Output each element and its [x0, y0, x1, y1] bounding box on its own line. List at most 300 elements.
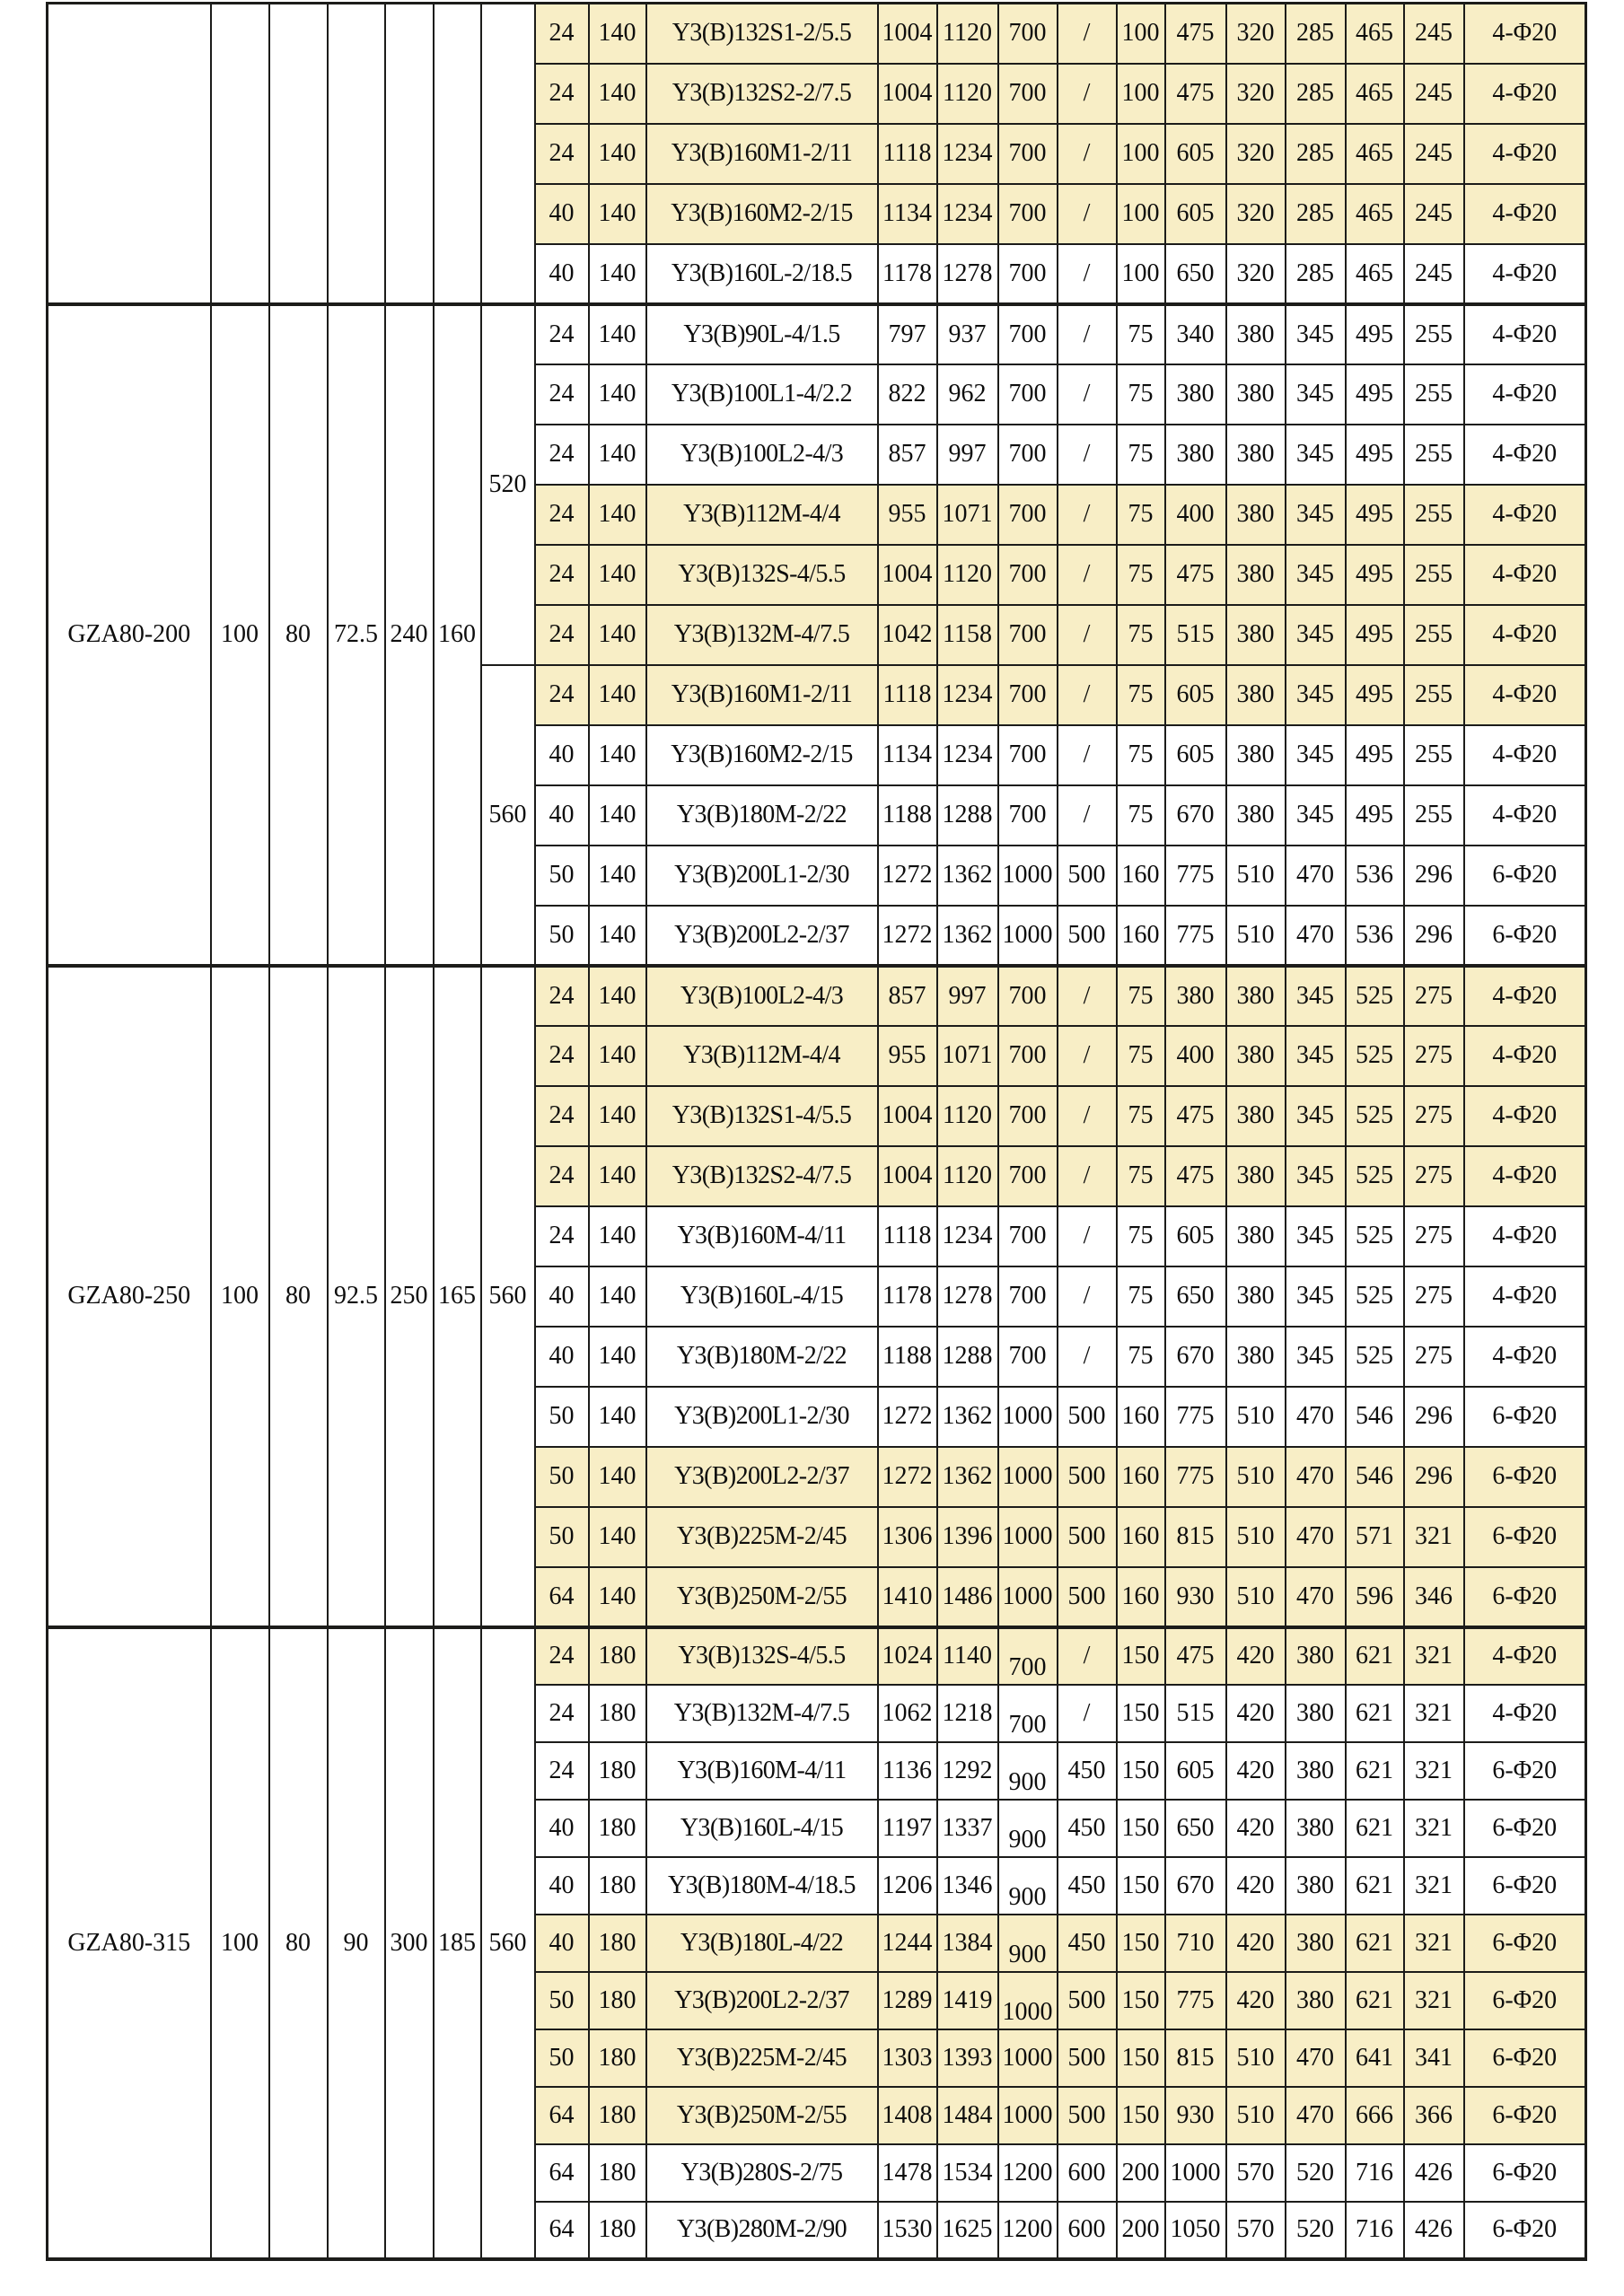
data-cell: 160	[1117, 1387, 1165, 1447]
data-cell: 75	[1117, 1146, 1165, 1206]
data-cell: 50	[535, 1972, 589, 2029]
bolt-spec-cell: 4-Φ20	[1464, 364, 1586, 425]
data-cell: 140	[589, 665, 646, 725]
data-cell: 1042	[878, 605, 937, 665]
data-cell: 24	[535, 545, 589, 605]
data-cell: 40	[535, 725, 589, 785]
model-cell: GZA80-315	[48, 1627, 211, 2259]
data-cell: 64	[535, 2202, 589, 2259]
data-cell: 1004	[878, 1086, 937, 1146]
bolt-spec-cell: 6-Φ20	[1464, 2202, 1586, 2259]
data-cell: 285	[1286, 124, 1346, 184]
data-cell: 1158	[937, 605, 998, 665]
data-cell: 75	[1117, 364, 1165, 425]
data-cell: 1000	[998, 2029, 1058, 2087]
data-cell: 1004	[878, 64, 937, 124]
data-cell: 380	[1226, 605, 1286, 665]
data-cell: 600	[1058, 2144, 1117, 2202]
data-cell: 380	[1226, 1266, 1286, 1327]
data-cell: 50	[535, 1507, 589, 1567]
data-cell: 50	[535, 2029, 589, 2087]
data-cell: 621	[1346, 1857, 1404, 1915]
data-cell: 450	[1058, 1915, 1117, 1972]
data-cell: 140	[589, 244, 646, 304]
data-cell: 1000	[998, 1972, 1058, 2029]
data-cell: 670	[1165, 1327, 1226, 1387]
data-cell: /	[1058, 304, 1117, 364]
data-cell: 1234	[937, 124, 998, 184]
data-cell: 380	[1286, 1800, 1346, 1857]
data-cell: 621	[1346, 1742, 1404, 1800]
data-cell: 962	[937, 364, 998, 425]
data-cell: 815	[1165, 1507, 1226, 1567]
dim-cell	[385, 4, 434, 304]
data-cell: 621	[1346, 1685, 1404, 1742]
data-cell: 345	[1286, 1206, 1346, 1266]
data-cell: 700	[998, 725, 1058, 785]
data-cell: 275	[1404, 1266, 1464, 1327]
data-cell: 275	[1404, 1146, 1464, 1206]
data-cell: 180	[589, 1685, 646, 1742]
bolt-spec-cell: 4-Φ20	[1464, 124, 1586, 184]
data-cell: 510	[1226, 846, 1286, 906]
data-cell: 64	[535, 1567, 589, 1627]
data-cell: 345	[1286, 364, 1346, 425]
data-cell: 470	[1286, 1507, 1346, 1567]
data-cell: 1362	[937, 846, 998, 906]
data-cell: 1134	[878, 184, 937, 244]
data-cell: 140	[589, 1026, 646, 1086]
data-cell: 470	[1286, 1567, 1346, 1627]
motor-model-cell: Y3(B)132S2-2/7.5	[646, 64, 878, 124]
data-cell: 180	[589, 1627, 646, 1685]
data-cell: 495	[1346, 364, 1404, 425]
data-cell: 775	[1165, 1387, 1226, 1447]
bolt-spec-cell: 6-Φ20	[1464, 1857, 1586, 1915]
data-cell: 321	[1404, 1507, 1464, 1567]
data-cell: 150	[1117, 1685, 1165, 1742]
data-cell: 255	[1404, 304, 1464, 364]
data-cell: 380	[1165, 364, 1226, 425]
data-cell: 1120	[937, 4, 998, 64]
data-cell: 1419	[937, 1972, 998, 2029]
data-cell: 500	[1058, 1567, 1117, 1627]
bolt-spec-cell: 4-Φ20	[1464, 545, 1586, 605]
dim-cell: 80	[269, 966, 328, 1627]
data-cell: 160	[1117, 1447, 1165, 1507]
data-cell: 1362	[937, 906, 998, 966]
data-cell: 1272	[878, 1447, 937, 1507]
motor-model-cell: Y3(B)160L-2/18.5	[646, 244, 878, 304]
dim-cell: 185	[434, 1627, 481, 2259]
data-cell: 380	[1226, 665, 1286, 725]
data-cell: 380	[1286, 1685, 1346, 1742]
data-cell: 1534	[937, 2144, 998, 2202]
motor-model-cell: Y3(B)250M-2/55	[646, 2087, 878, 2144]
data-cell: 1244	[878, 1915, 937, 1972]
data-cell: 510	[1226, 1507, 1286, 1567]
data-cell: 1530	[878, 2202, 937, 2259]
data-cell: 1024	[878, 1627, 937, 1685]
data-cell: 775	[1165, 1447, 1226, 1507]
data-cell: /	[1058, 966, 1117, 1026]
data-cell: 75	[1117, 485, 1165, 545]
data-cell: 1218	[937, 1685, 998, 1742]
data-cell: 296	[1404, 1387, 1464, 1447]
data-cell: 40	[535, 1327, 589, 1387]
bolt-spec-cell: 4-Φ20	[1464, 244, 1586, 304]
group-height-cell: 560	[481, 1627, 535, 2259]
data-cell: 255	[1404, 485, 1464, 545]
data-cell: 1384	[937, 1915, 998, 1972]
data-cell: 495	[1346, 665, 1404, 725]
data-cell: 420	[1226, 1800, 1286, 1857]
data-cell: 450	[1058, 1742, 1117, 1800]
bolt-spec-cell: 4-Φ20	[1464, 64, 1586, 124]
data-cell: 500	[1058, 1387, 1117, 1447]
data-cell: 1004	[878, 4, 937, 64]
data-cell: 605	[1165, 725, 1226, 785]
data-cell: 321	[1404, 1972, 1464, 2029]
data-cell: 1408	[878, 2087, 937, 2144]
data-cell: 700	[998, 1685, 1058, 1742]
data-cell: 345	[1286, 304, 1346, 364]
data-cell: /	[1058, 1685, 1117, 1742]
dim-cell: 80	[269, 1627, 328, 2259]
data-cell: 321	[1404, 1857, 1464, 1915]
data-cell: 1206	[878, 1857, 937, 1915]
data-cell: 1200	[998, 2144, 1058, 2202]
data-cell: 255	[1404, 785, 1464, 846]
data-cell: 525	[1346, 1146, 1404, 1206]
motor-model-cell: Y3(B)200L2-2/37	[646, 1972, 878, 2029]
data-cell: 180	[589, 1742, 646, 1800]
bolt-spec-cell: 4-Φ20	[1464, 1266, 1586, 1327]
data-cell: 320	[1226, 184, 1286, 244]
motor-model-cell: Y3(B)180M-2/22	[646, 1327, 878, 1387]
data-cell: 380	[1226, 304, 1286, 364]
data-cell: 50	[535, 1387, 589, 1447]
data-cell: 1136	[878, 1742, 937, 1800]
data-cell: 285	[1286, 244, 1346, 304]
bolt-spec-cell: 6-Φ20	[1464, 1567, 1586, 1627]
bolt-spec-cell: 6-Φ20	[1464, 906, 1586, 966]
data-cell: 605	[1165, 1206, 1226, 1266]
data-cell: 345	[1286, 1327, 1346, 1387]
data-cell: 1197	[878, 1800, 937, 1857]
data-cell: 716	[1346, 2144, 1404, 2202]
data-cell: 1118	[878, 124, 937, 184]
data-cell: 255	[1404, 364, 1464, 425]
data-cell: 275	[1404, 1206, 1464, 1266]
data-cell: 510	[1226, 1387, 1286, 1447]
bolt-spec-cell: 4-Φ20	[1464, 785, 1586, 846]
data-cell: 140	[589, 485, 646, 545]
data-cell: 24	[535, 966, 589, 1026]
data-cell: 822	[878, 364, 937, 425]
data-cell: 536	[1346, 846, 1404, 906]
data-cell: 495	[1346, 725, 1404, 785]
data-cell: 285	[1286, 4, 1346, 64]
bolt-spec-cell: 4-Φ20	[1464, 1627, 1586, 1685]
data-cell: 24	[535, 605, 589, 665]
data-cell: 1346	[937, 1857, 998, 1915]
data-cell: 140	[589, 785, 646, 846]
data-cell: 140	[589, 64, 646, 124]
data-cell: 140	[589, 1387, 646, 1447]
data-cell: 140	[589, 124, 646, 184]
data-cell: 140	[589, 1447, 646, 1507]
data-cell: 140	[589, 1327, 646, 1387]
data-cell: 510	[1226, 2029, 1286, 2087]
data-cell: 100	[1117, 64, 1165, 124]
data-cell: 1188	[878, 1327, 937, 1387]
data-cell: 420	[1226, 1857, 1286, 1915]
dim-cell	[328, 4, 385, 304]
data-cell: 470	[1286, 1387, 1346, 1447]
data-cell: /	[1058, 1627, 1117, 1685]
bolt-spec-cell: 4-Φ20	[1464, 4, 1586, 64]
bolt-spec-cell: 4-Φ20	[1464, 605, 1586, 665]
data-cell: 515	[1165, 1685, 1226, 1742]
data-cell: 180	[589, 2144, 646, 2202]
data-cell: 700	[998, 425, 1058, 485]
data-cell: 345	[1286, 605, 1346, 665]
data-cell: 180	[589, 2202, 646, 2259]
data-cell: 380	[1226, 485, 1286, 545]
data-cell: 75	[1117, 1206, 1165, 1266]
table-row	[48, 304, 1586, 364]
data-cell: 621	[1346, 1800, 1404, 1857]
data-cell: 525	[1346, 1026, 1404, 1086]
data-cell: 380	[1226, 425, 1286, 485]
bolt-spec-cell: 4-Φ20	[1464, 966, 1586, 1026]
data-cell: 716	[1346, 2202, 1404, 2259]
data-cell: 500	[1058, 2087, 1117, 2144]
dim-cell	[434, 4, 481, 304]
data-cell: 571	[1346, 1507, 1404, 1567]
data-cell: 605	[1165, 1742, 1226, 1800]
dim-cell: 160	[434, 304, 481, 966]
motor-spec-table	[46, 2, 1587, 2261]
bolt-spec-cell: 6-Φ20	[1464, 1387, 1586, 1447]
bolt-spec-cell: 4-Φ20	[1464, 1086, 1586, 1146]
dim-cell: 90	[328, 1627, 385, 2259]
data-cell: 321	[1404, 1742, 1464, 1800]
data-cell: /	[1058, 425, 1117, 485]
group-height-cell: 560	[481, 665, 535, 966]
data-cell: 797	[878, 304, 937, 364]
data-cell: 1000	[1165, 2144, 1226, 2202]
bolt-spec-cell: 4-Φ20	[1464, 304, 1586, 364]
motor-model-cell: Y3(B)90L-4/1.5	[646, 304, 878, 364]
data-cell: 24	[535, 665, 589, 725]
data-cell: 1278	[937, 244, 998, 304]
data-cell: 400	[1165, 1026, 1226, 1086]
motor-model-cell: Y3(B)112M-4/4	[646, 1026, 878, 1086]
dim-cell: 100	[211, 1627, 269, 2259]
data-cell: 380	[1226, 1086, 1286, 1146]
data-cell: 525	[1346, 1206, 1404, 1266]
data-cell: 345	[1286, 966, 1346, 1026]
data-cell: 510	[1226, 2087, 1286, 2144]
data-cell: 997	[937, 425, 998, 485]
data-cell: 1478	[878, 2144, 937, 2202]
data-cell: 775	[1165, 1972, 1226, 2029]
data-cell: 420	[1226, 1915, 1286, 1972]
data-cell: 380	[1286, 1742, 1346, 1800]
motor-model-cell: Y3(B)180M-2/22	[646, 785, 878, 846]
data-cell: 1362	[937, 1447, 998, 1507]
data-cell: 75	[1117, 304, 1165, 364]
data-cell: 296	[1404, 846, 1464, 906]
data-cell: 245	[1404, 184, 1464, 244]
data-cell: 1004	[878, 1146, 937, 1206]
data-cell: 475	[1165, 545, 1226, 605]
bolt-spec-cell: 4-Φ20	[1464, 725, 1586, 785]
data-cell: 495	[1346, 304, 1404, 364]
data-cell: 140	[589, 1567, 646, 1627]
data-cell: 700	[998, 665, 1058, 725]
data-cell: 1337	[937, 1800, 998, 1857]
data-cell: 700	[998, 966, 1058, 1026]
data-cell: 24	[535, 1627, 589, 1685]
data-cell: 605	[1165, 184, 1226, 244]
data-cell: 1234	[937, 184, 998, 244]
data-cell: 500	[1058, 846, 1117, 906]
motor-model-cell: Y3(B)132S-4/5.5	[646, 1627, 878, 1685]
data-cell: 345	[1286, 665, 1346, 725]
data-cell: 24	[535, 425, 589, 485]
bolt-spec-cell: 6-Φ20	[1464, 1915, 1586, 1972]
data-cell: 525	[1346, 1086, 1404, 1146]
data-cell: 320	[1226, 64, 1286, 124]
data-cell: /	[1058, 64, 1117, 124]
data-cell: 160	[1117, 906, 1165, 966]
data-cell: 380	[1165, 425, 1226, 485]
data-cell: 450	[1058, 1800, 1117, 1857]
data-cell: 160	[1117, 1507, 1165, 1567]
data-cell: 1000	[998, 846, 1058, 906]
data-cell: 245	[1404, 124, 1464, 184]
data-cell: 930	[1165, 2087, 1226, 2144]
data-cell: 1134	[878, 725, 937, 785]
data-cell: 255	[1404, 725, 1464, 785]
data-cell: 1234	[937, 725, 998, 785]
motor-model-cell: Y3(B)132M-4/7.5	[646, 1685, 878, 1742]
data-cell: 700	[998, 785, 1058, 846]
bolt-spec-cell: 6-Φ20	[1464, 1742, 1586, 1800]
data-cell: 40	[535, 184, 589, 244]
dim-cell: 250	[385, 966, 434, 1627]
data-cell: 380	[1226, 1026, 1286, 1086]
data-cell: 1120	[937, 64, 998, 124]
data-cell: 426	[1404, 2202, 1464, 2259]
data-cell: 1062	[878, 1685, 937, 1742]
data-cell: 341	[1404, 2029, 1464, 2087]
data-cell: 24	[535, 1742, 589, 1800]
data-cell: 321	[1404, 1800, 1464, 1857]
motor-model-cell: Y3(B)180M-4/18.5	[646, 1857, 878, 1915]
data-cell: 24	[535, 1685, 589, 1742]
data-cell: 255	[1404, 425, 1464, 485]
data-cell: 641	[1346, 2029, 1404, 2087]
table-row	[48, 1627, 1586, 1685]
data-cell: 366	[1404, 2087, 1464, 2144]
data-cell: 1050	[1165, 2202, 1226, 2259]
data-cell: 40	[535, 1915, 589, 1972]
bolt-spec-cell: 4-Φ20	[1464, 665, 1586, 725]
motor-model-cell: Y3(B)160M2-2/15	[646, 725, 878, 785]
data-cell: /	[1058, 184, 1117, 244]
model-cell: GZA80-250	[48, 966, 211, 1627]
data-cell: 536	[1346, 906, 1404, 966]
data-cell: 1272	[878, 846, 937, 906]
data-cell: 75	[1117, 966, 1165, 1026]
data-cell: 700	[998, 1266, 1058, 1327]
bolt-spec-cell: 6-Φ20	[1464, 846, 1586, 906]
data-cell: 1289	[878, 1972, 937, 2029]
data-cell: 1396	[937, 1507, 998, 1567]
data-cell: 775	[1165, 906, 1226, 966]
data-cell: 500	[1058, 906, 1117, 966]
data-cell: 24	[535, 304, 589, 364]
data-cell: 380	[1286, 1915, 1346, 1972]
data-cell: 1272	[878, 1387, 937, 1447]
data-cell: /	[1058, 1266, 1117, 1327]
dim-cell: 72.5	[328, 304, 385, 966]
data-cell: 285	[1286, 184, 1346, 244]
data-cell: 1188	[878, 785, 937, 846]
data-cell: 700	[998, 1086, 1058, 1146]
data-cell: 255	[1404, 545, 1464, 605]
data-cell: 140	[589, 184, 646, 244]
data-cell: 24	[535, 1146, 589, 1206]
data-cell: 100	[1117, 244, 1165, 304]
dim-cell: 92.5	[328, 966, 385, 1627]
data-cell: 140	[589, 1206, 646, 1266]
data-cell: 700	[998, 304, 1058, 364]
data-cell: 596	[1346, 1567, 1404, 1627]
motor-model-cell: Y3(B)160L-4/15	[646, 1800, 878, 1857]
data-cell: 275	[1404, 966, 1464, 1026]
table-row	[48, 4, 1586, 64]
data-cell: 380	[1226, 1206, 1286, 1266]
data-cell: 40	[535, 244, 589, 304]
data-cell: 24	[535, 64, 589, 124]
motor-model-cell: Y3(B)250M-2/55	[646, 1567, 878, 1627]
data-cell: 815	[1165, 2029, 1226, 2087]
data-cell: 150	[1117, 2087, 1165, 2144]
dim-cell: 165	[434, 966, 481, 1627]
bolt-spec-cell: 6-Φ20	[1464, 2029, 1586, 2087]
data-cell: 1306	[878, 1507, 937, 1567]
data-cell: 140	[589, 4, 646, 64]
data-cell: 245	[1404, 4, 1464, 64]
data-cell: 75	[1117, 1266, 1165, 1327]
data-cell: 75	[1117, 545, 1165, 605]
data-cell: 200	[1117, 2144, 1165, 2202]
data-cell: 700	[998, 485, 1058, 545]
data-cell: 700	[998, 4, 1058, 64]
data-cell: 495	[1346, 785, 1404, 846]
data-cell: 520	[1286, 2144, 1346, 2202]
data-cell: 475	[1165, 1146, 1226, 1206]
group-height-cell	[481, 4, 535, 304]
data-cell: 150	[1117, 1972, 1165, 2029]
data-cell: 160	[1117, 1567, 1165, 1627]
data-cell: 546	[1346, 1447, 1404, 1507]
